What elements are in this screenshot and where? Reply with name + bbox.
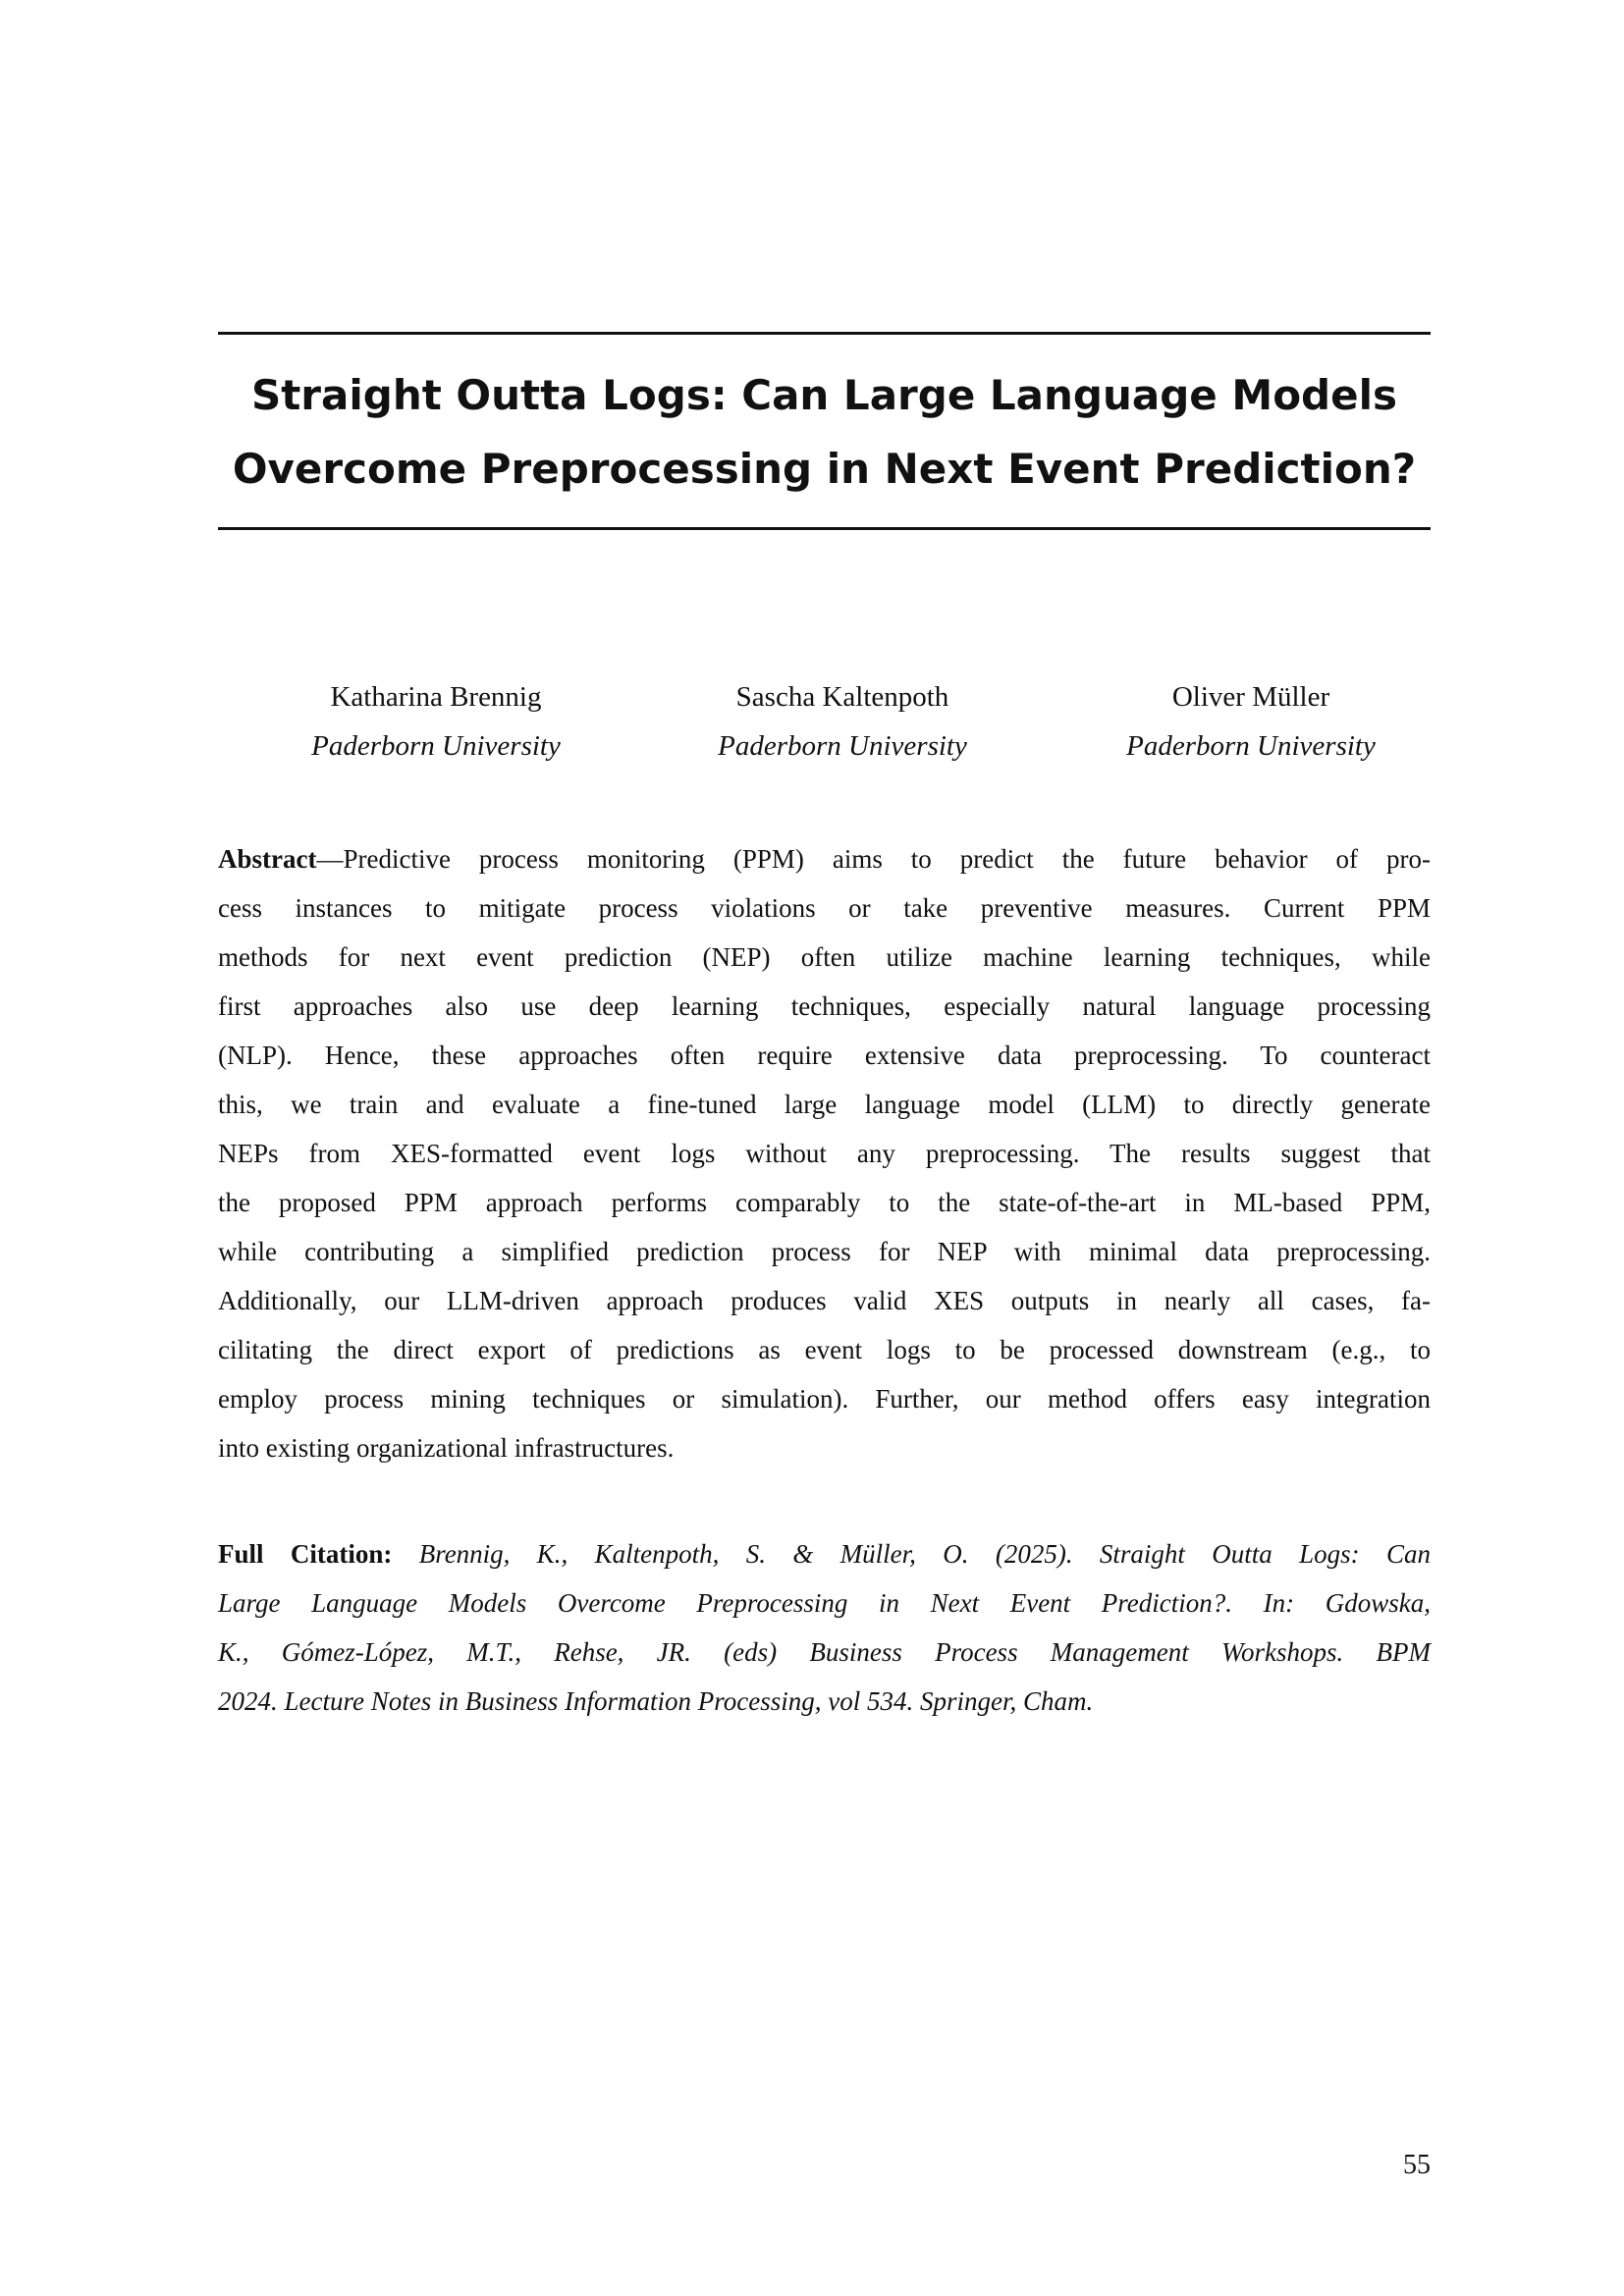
author-1 [230,672,642,771]
citation-line: Large Language Models Overcome Preprocessing in Next Event Prediction?. In: Gdowska, [218,1588,1431,1618]
author-name: Katharina Brennig [330,681,542,713]
abstract-line: cilitating the direct export of predictions as event logs to be processed downstream (e.g., to [218,1335,1431,1364]
author-2 [636,672,1049,771]
abstract-label: Abstract [218,844,317,874]
abstract-line: NEPs from XES-formatted event logs without any preprocessing. The results suggest that [218,1139,1431,1168]
abstract-line: this, we train and evaluate a fine-tuned large language model (LLM) to directly generate [218,1090,1431,1119]
abstract-text: —Predictive process monitoring (PPM) aims to predict the future behavior of pro- [316,844,1431,874]
abstract-line: the proposed PPM approach performs comparably to the state-of-the-art in ML-based PPM, [218,1188,1431,1217]
abstract-line: employ process mining techniques or simulation). Further, our method offers easy integration [218,1384,1431,1414]
abstract-line: (NLP). Hence, these approaches often require extensive data preprocessing. To counteract [218,1041,1431,1070]
citation-line [218,1529,1431,1578]
title-top-rule [218,332,1431,335]
author-affiliation: Paderborn University [311,730,561,762]
citation-label: Full Citation: [218,1539,393,1569]
abstract [218,834,1431,1472]
author-affiliation: Paderborn University [718,730,967,762]
author-name: Oliver Müller [1171,681,1330,713]
title-line: Overcome Preprocessing in Next Event Prediction? [232,445,1417,493]
title-line: Straight Outta Logs: Can Large Language Models [250,371,1398,419]
abstract-line: cess instances to mitigate process violations or take preventive measures. Current PPM [218,893,1431,923]
citation-line: K., Gómez-López, M.T., Rehse, JR. (eds) Business Process Management Workshops. BPM [218,1637,1431,1667]
author-name: Sascha Kaltenpoth [735,681,949,713]
author-affiliation: Paderborn University [1126,730,1376,762]
abstract-line [218,834,1431,883]
title-bottom-rule [218,527,1431,530]
abstract-line: while contributing a simplified prediction process for NEP with minimal data preprocessing. [218,1237,1431,1266]
abstract-line: first approaches also use deep learning techniques, especially natural language processing [218,991,1431,1021]
citation-line: 2024. Lecture Notes in Business Information Processing, vol 534. Springer, Cham. [218,1686,1094,1716]
abstract-line: methods for next event prediction (NEP) often utilize machine learning techniques, while [218,942,1431,972]
author-3 [1045,672,1457,771]
page-number: 55 [1403,2150,1431,2180]
full-citation [218,1529,1431,1726]
abstract-line: Additionally, our LLM-driven approach produces valid XES outputs in nearly all cases, fa- [218,1286,1431,1315]
abstract-line: into existing organizational infrastructures. [218,1433,675,1463]
paper-title [218,358,1431,506]
citation-text: Brennig, K., Kaltenpoth, S. & Müller, O. (2025). Straight Outta Logs: Can [418,1539,1431,1569]
